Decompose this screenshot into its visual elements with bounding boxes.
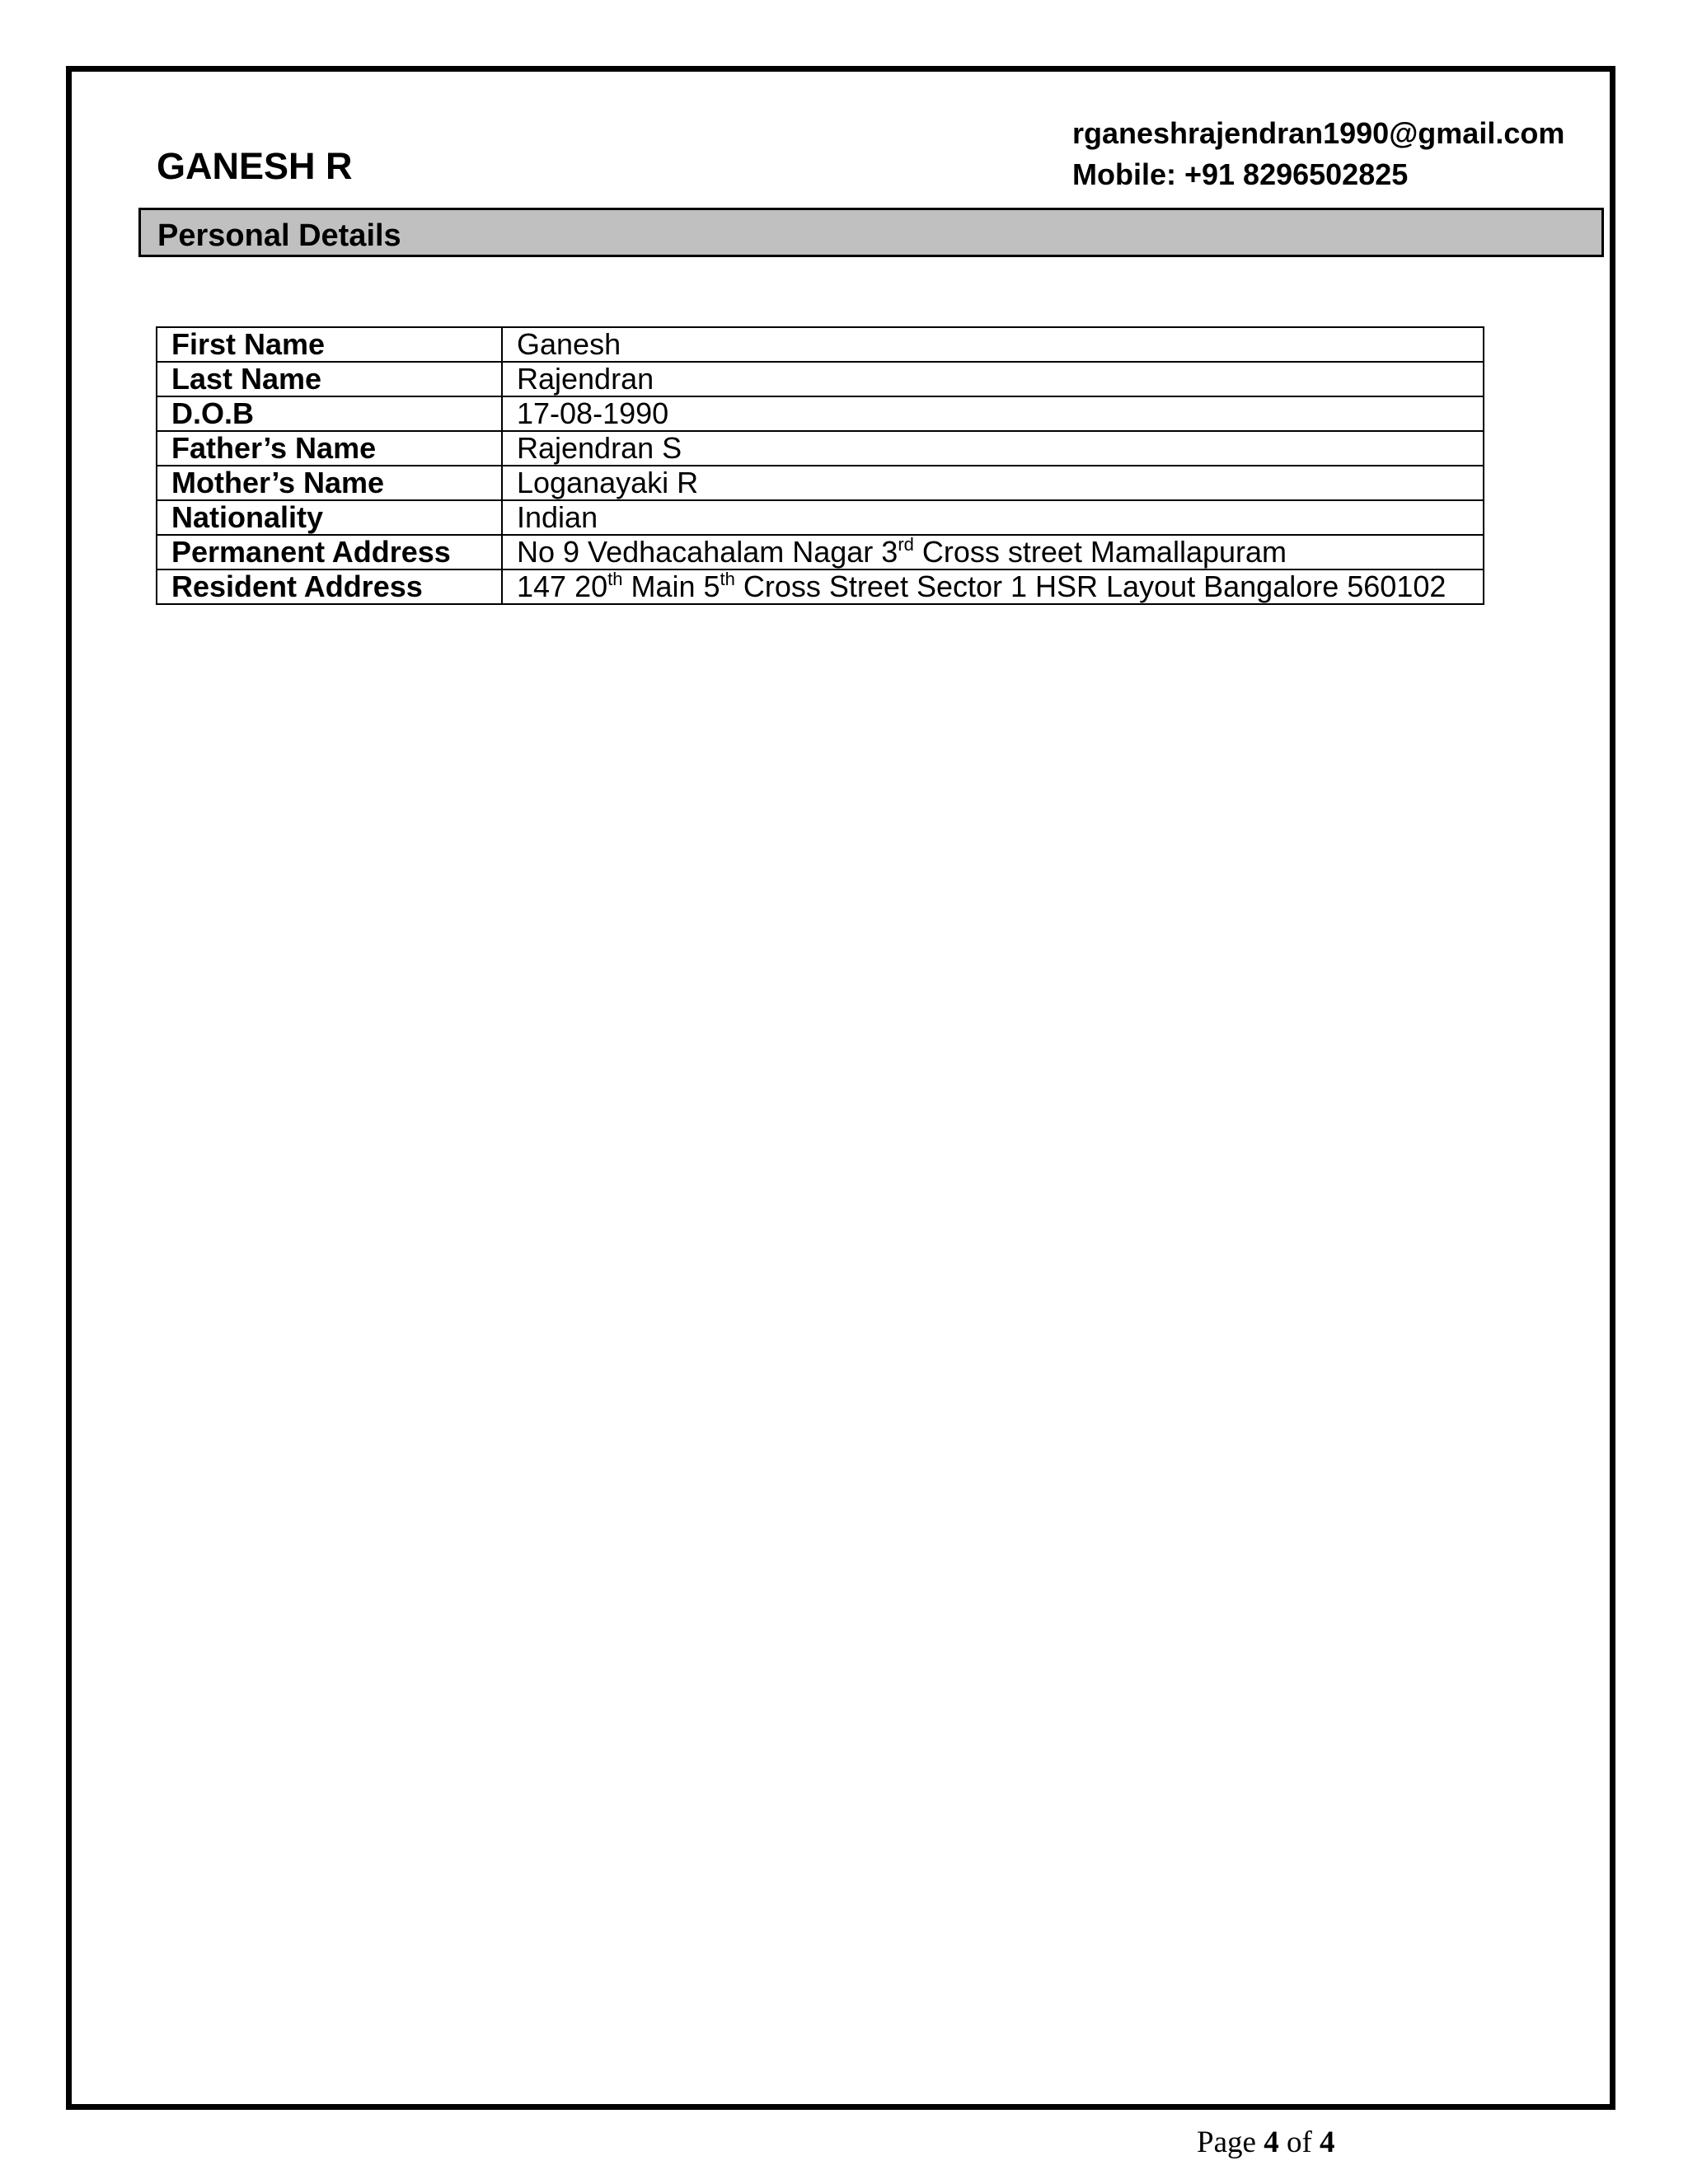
row-label-fathers-name: Father’s Name	[157, 431, 502, 466]
resident-address-sup-2: th	[720, 569, 735, 589]
permanent-address-part-2: Cross street Mamallapuram	[913, 535, 1287, 569]
table-row	[157, 535, 1484, 569]
page-current: 4	[1264, 2125, 1279, 2159]
section-title: Personal Details	[157, 218, 401, 253]
row-label-resident-address: Resident Address	[157, 569, 502, 604]
contact-block	[1072, 113, 1564, 195]
page-of: of	[1278, 2125, 1320, 2159]
page-prefix: Page	[1197, 2125, 1264, 2159]
permanent-address-part-1: No 9 Vedhacahalam Nagar 3	[517, 535, 898, 569]
section-header-bar	[138, 208, 1604, 257]
table-row	[157, 500, 1484, 535]
table-row	[157, 362, 1484, 396]
row-value-first-name: Ganesh	[502, 327, 1484, 362]
mobile-text: Mobile: +91 8296502825	[1072, 157, 1409, 191]
page-total: 4	[1320, 2125, 1335, 2159]
row-value-last-name: Rajendran	[502, 362, 1484, 396]
resident-address-sup-1: th	[607, 569, 623, 589]
row-label-permanent-address: Permanent Address	[157, 535, 502, 569]
permanent-address-sup-1: rd	[898, 535, 914, 555]
row-label-last-name: Last Name	[157, 362, 502, 396]
resident-address-part-2: Main 5	[622, 569, 720, 603]
row-value-fathers-name: Rajendran S	[502, 431, 1484, 466]
personal-details-table	[156, 326, 1484, 605]
row-label-mothers-name: Mother’s Name	[157, 466, 502, 500]
row-value-resident-address	[502, 569, 1484, 604]
candidate-name: GANESH R	[157, 145, 353, 187]
table-row	[157, 466, 1484, 500]
resident-address-part-3: Cross Street Sector 1 HSR Layout Bangalore 560102	[734, 569, 1447, 603]
row-value-permanent-address	[502, 535, 1484, 569]
page-number	[1197, 2125, 1335, 2160]
row-label-first-name: First Name	[157, 327, 502, 362]
row-value-mothers-name: Loganayaki R	[502, 466, 1484, 500]
table-row	[157, 396, 1484, 431]
row-label-nationality: Nationality	[157, 500, 502, 535]
table-row	[157, 327, 1484, 362]
table-row	[157, 569, 1484, 604]
table-row	[157, 431, 1484, 466]
row-label-dob: D.O.B	[157, 396, 502, 431]
row-value-dob: 17-08-1990	[502, 396, 1484, 431]
resident-address-part-1: 147 20	[517, 569, 608, 603]
email-text: rganeshrajendran1990@gmail.com	[1072, 116, 1565, 150]
row-value-nationality: Indian	[502, 500, 1484, 535]
